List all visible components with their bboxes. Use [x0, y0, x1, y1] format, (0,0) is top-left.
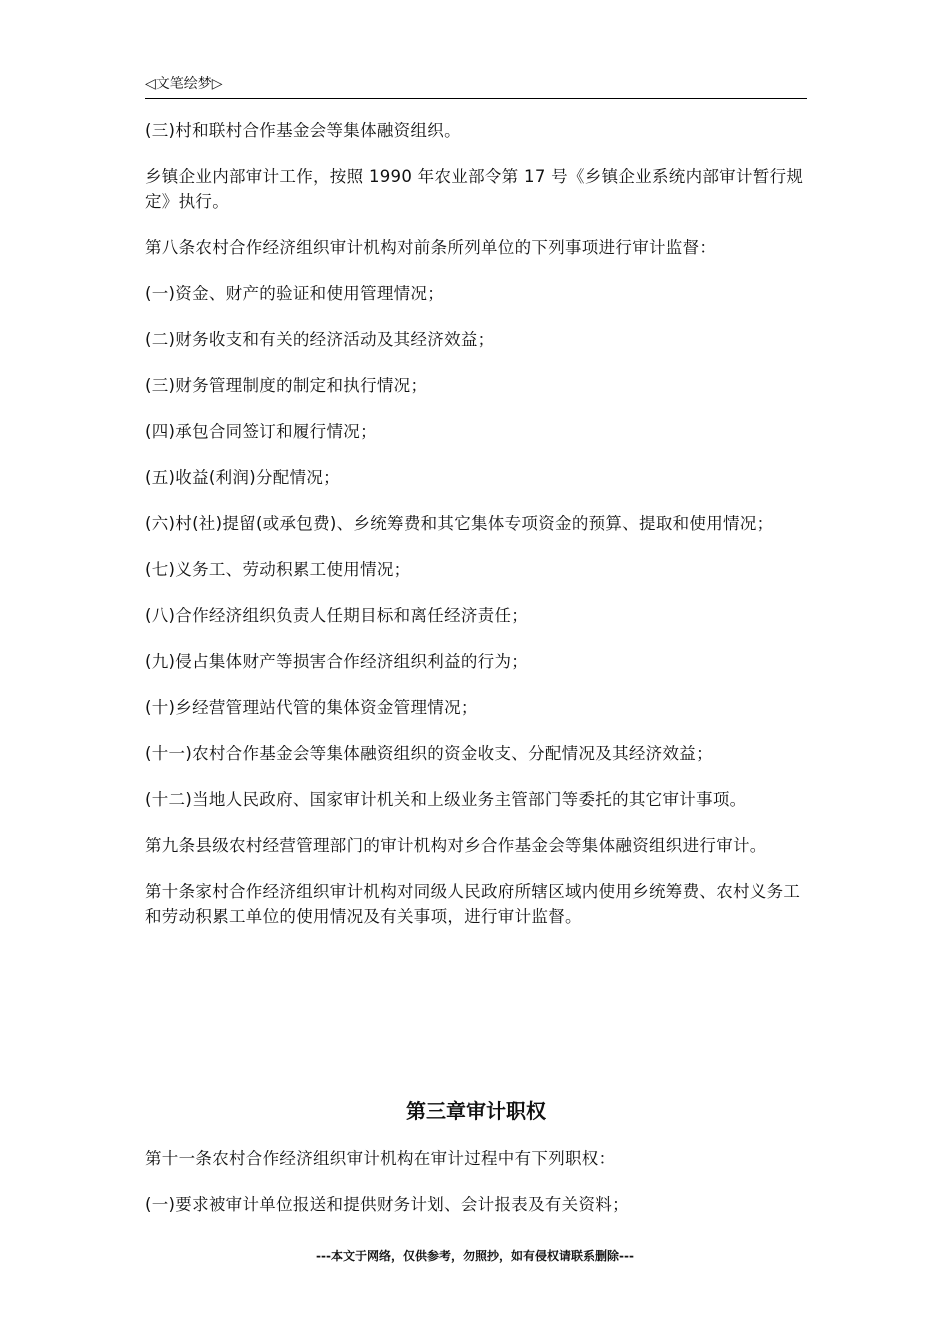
paragraph: 第十条家村合作经济组织审计机构对同级人民政府所辖区域内使用乡统筹费、农村义务工和劳动积累工单位的使用情况及有关事项，进行审计监督。 [145, 882, 801, 926]
paragraph: 第十一条农村合作经济组织审计机构在审计过程中有下列职权： [145, 1149, 616, 1168]
list-item: (一)资金、财产的验证和使用管理情况； [145, 284, 445, 303]
list-item: (十)乡经营管理站代管的集体资金管理情况； [145, 698, 478, 717]
list-item: (三)财务管理制度的制定和执行情况； [145, 376, 428, 395]
chapter-title: 第三章审计职权 [406, 1099, 546, 1123]
list-item: (五)收益(利润)分配情况； [145, 468, 340, 487]
list-item: (四)承包合同签订和履行情况； [145, 422, 377, 441]
paragraph: 第九条县级农村经营管理部门的审计机构对乡合作基金会等集体融资组织进行审计。 [145, 836, 767, 855]
list-item: (十二)当地人民政府、国家审计机关和上级业务主管部门等委托的其它审计事项。 [145, 790, 747, 809]
list-item: (七)义务工、劳动积累工使用情况； [145, 560, 411, 579]
list-item: (六)村(社)提留(或承包费)、乡统筹费和其它集体专项资金的预算、提取和使用情况； [145, 514, 774, 533]
list-item: (八)合作经济组织负责人任期目标和离任经济责任； [145, 606, 529, 625]
document-body [145, 118, 807, 950]
document-body-continued [145, 1146, 807, 1238]
list-item: (二)财务收支和有关的经济活动及其经济效益； [145, 330, 495, 349]
list-item: (一)要求被审计单位报送和提供财务计划、会计报表及有关资料； [145, 1195, 629, 1214]
paragraph: 乡镇企业内部审计工作，按照 1990 年农业部令第 17 号《乡镇企业系统内部审计暂行规定》执行。 [145, 167, 804, 211]
list-item: (九)侵占集体财产等损害合作经济组织利益的行为； [145, 652, 529, 671]
list-item: (十一)农村合作基金会等集体融资组织的资金收支、分配情况及其经济效益； [145, 744, 713, 763]
header-title: ◁文笔绘梦▷ [145, 76, 223, 92]
paragraph: (三)村和联村合作基金会等集体融资组织。 [145, 121, 461, 140]
page-footer: ---本文于网络，仅供参考，勿照抄，如有侵权请联系删除--- [316, 1249, 634, 1263]
page-header [145, 74, 807, 99]
paragraph: 第八条农村合作经济组织审计机构对前条所列单位的下列事项进行审计监督： [145, 238, 717, 257]
